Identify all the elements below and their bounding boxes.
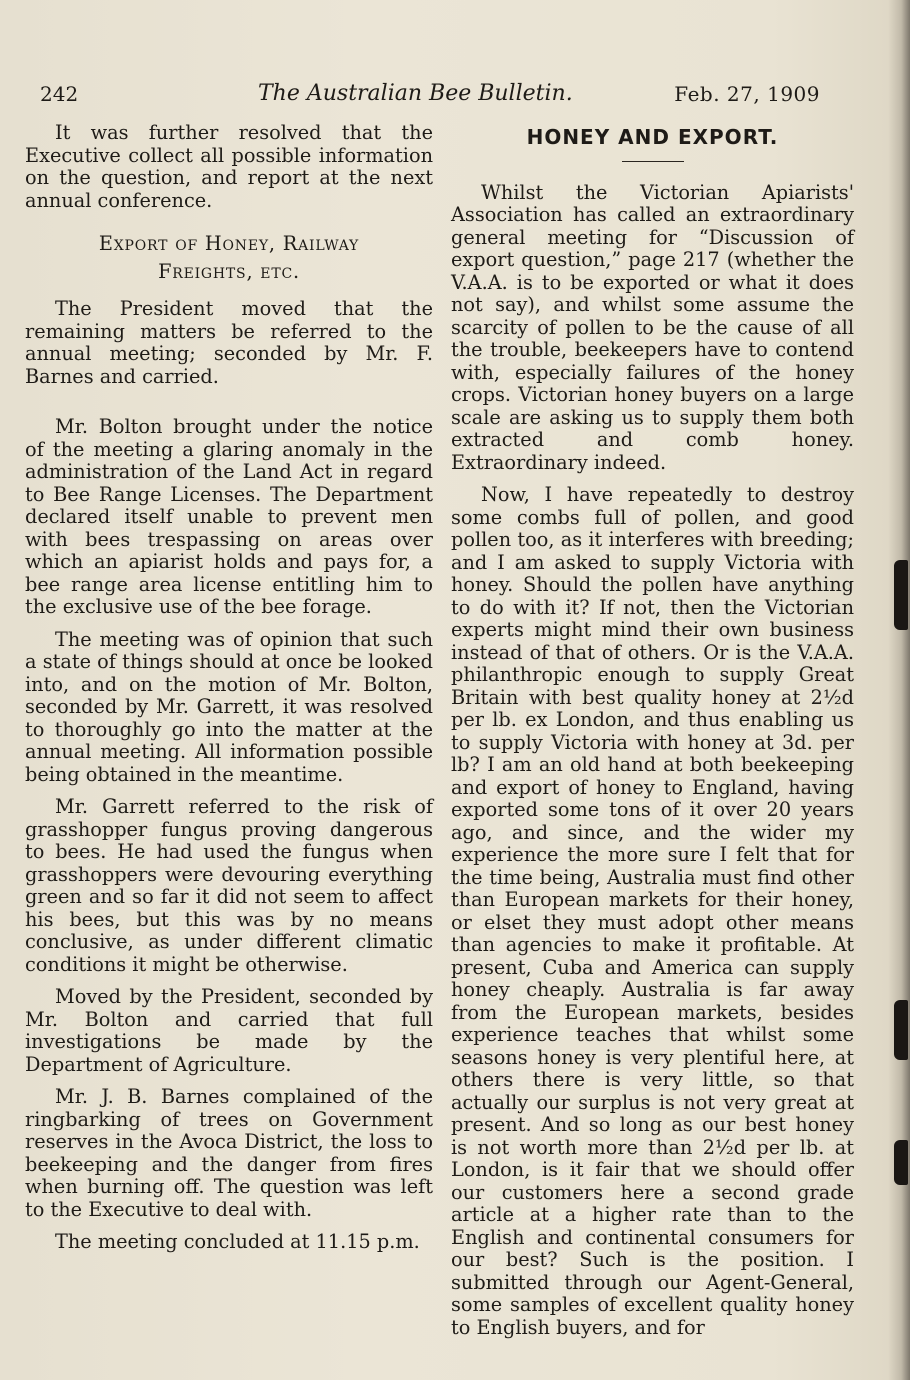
- edge-ink-mark: [894, 1000, 908, 1060]
- edge-ink-mark: [894, 560, 908, 630]
- paragraph: The meeting was of opinion that such a state of things should at once be looked into, and on the motion of Mr. Bolton, seconded by Mr. Garrett, it was resolved to thoroughly go into the matter at the annual meeting. All information possible being obtained in the meantime.: [25, 627, 433, 786]
- issue-date: Feb. 27, 1909: [674, 82, 820, 106]
- subheading-line: Export of Honey, Railway: [98, 232, 360, 255]
- article-title: HONEY AND EXPORT.: [526, 125, 779, 149]
- paragraph: Moved by the President, seconded by Mr. Bolton and carried that full investigations be made by the Department of Agriculture.: [25, 985, 433, 1076]
- paragraph: The President moved that the remaining matters be referred to the annual meeting; seconded by Mr. F. Barnes and carried.: [25, 297, 433, 388]
- paragraph: Mr. J. B. Barnes complained of the ringbarking of trees on Government reserves in the Avoca District, the loss to beekeeping and the danger from fires when burning off. The question was left to the Executive to deal with.: [25, 1085, 433, 1221]
- left-column: [25, 122, 433, 1264]
- title-divider: [622, 161, 684, 162]
- subheading-line: Freights, etc.: [158, 260, 300, 283]
- page-number: 242: [40, 82, 79, 106]
- paragraph: Mr. Garrett referred to the risk of grasshopper fungus proving dangerous to bees. He had used the fungus when grasshoppers were devouring everything green and so far it did not seem to affect his bees, but this was by no means conclusive, as under different climatic conditions it might be otherwise.: [25, 795, 433, 976]
- edge-ink-mark: [894, 1140, 908, 1185]
- running-head: [40, 82, 820, 112]
- paragraph: The meeting concluded at 11.15 p.m.: [55, 1230, 420, 1253]
- section-subheading: [25, 230, 433, 286]
- journal-title: The Australian Bee Bulletin.: [258, 81, 573, 106]
- paragraph: Mr. Bolton brought under the notice of the meeting a glaring anomaly in the administration of the Land Act in regard to Bee Range Licenses. The Department declared itself unable to prevent men with bees trespassing on areas over which an apiarist holds and pays for, a bee range area license entitling him to the exclusive use of the bee forage.: [25, 415, 433, 618]
- paragraph: Whilst the Victorian Apiarists' Association has called an extraordinary general meeting for “Discussion of export question,” page 217 (whether the V.A.A. is to be exported or what it does not say), and whilst some assume the scarcity of pollen to be the cause of all the trouble, beekeepers have to contend with, especially failures of the honey crops. Victorian honey buyers on a large scale are asking us to supply them both extracted and comb honey. Extraordinary indeed.: [451, 180, 854, 474]
- paragraph: It was further resolved that the Executive collect all possible information on the question, and report at the next annual conference.: [25, 121, 433, 212]
- right-column: [451, 122, 854, 1349]
- paragraph: Now, I have repeatedly to destroy some combs full of pollen, and good pollen too, as it interferes with breeding; and I am asked to supply Victoria with honey. Should the pollen have anything to do with it? If not, then the Victorian experts might mind their own business instead of that of others. Or is the V.A.A. philanthropic enough to supply Great Britain with best quality honey at 2½d per lb. ex London, and thus enabling us to supply Victoria with honey at 3d. per lb? I am an old hand at both beekeeping and export of honey to England, having exported some tons of it over 20 years ago, and since, and the wider my experience the more sure I felt that for the time being, Australia must find other than European markets for their honey, or elset they must adopt other means than agencies to make it profitable. At present, Cuba and America can supply honey cheaply. Australia is far away from the European markets, besides experience teaches that whilst some seasons honey is very plentiful here, at others there is very little, so that actually our surplus is not very great at present. And so long as our best honey is not worth more than 2½d per lb. at London, is it fair that we should offer our customers here a second grade article at a higher rate than to the English and continental consumers for our best? Such is the position. I submitted through our Agent-General, some samples of excellent quality honey to English buyers, and for: [451, 483, 854, 1339]
